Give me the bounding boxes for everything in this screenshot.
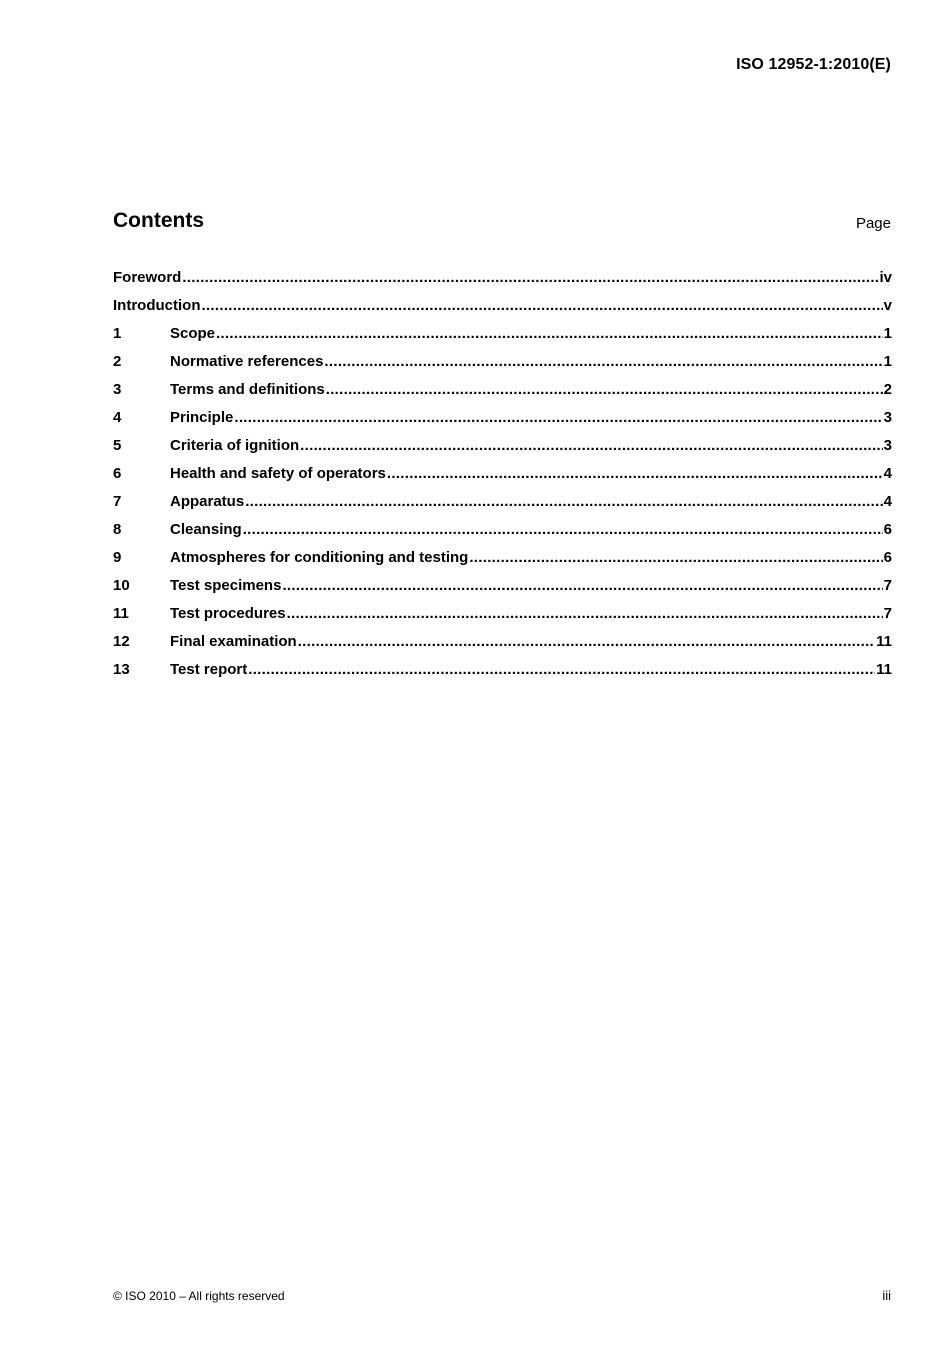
toc-entry-title: Scope [170,325,216,342]
toc-entry-title: Cleansing [170,521,242,538]
toc-entry-page: 2 [883,381,892,398]
toc-entry-5[interactable] [113,432,892,460]
toc-entry-title: Criteria of ignition [170,437,300,454]
toc-entry-title: Atmospheres for conditioning and testing [170,549,469,566]
toc-entry-page: 11 [876,633,892,650]
dot-leader [243,516,883,544]
toc-entry-title: Test specimens [170,577,282,594]
toc-entry-1[interactable] [113,320,892,348]
toc-entry-page: 4 [883,465,892,482]
toc-entry-number: 6 [113,465,122,482]
toc-entry-number: 13 [113,661,130,678]
toc-entry-number: 7 [113,493,122,510]
dot-leader [248,656,875,684]
toc-entry-number: 10 [113,577,130,594]
copyright-notice: © ISO 2010 – All rights reserved [113,1289,285,1303]
toc-entry-foreword[interactable] [113,264,892,292]
toc-entry-title: Test procedures [170,605,286,622]
toc-entry-11[interactable] [113,600,892,628]
contents-heading: Contents [113,209,204,232]
dot-leader [216,320,883,348]
toc-entry-page: 7 [883,605,892,622]
toc-entry-number: 5 [113,437,122,454]
toc-entry-page: v [883,297,892,314]
toc-entry-8[interactable] [113,516,892,544]
page-number: iii [882,1288,891,1303]
toc-entry-3[interactable] [113,376,892,404]
toc-entry-title: Health and safety of operators [170,465,386,482]
toc-entry-page: 1 [883,325,892,342]
toc-entry-page: 6 [883,549,892,566]
toc-entry-number: 1 [113,325,122,342]
toc-entry-page: 6 [883,521,892,538]
document-id: ISO 12952-1:2010(E) [736,56,891,73]
toc-entry-number: 8 [113,521,122,538]
toc-entry-number: 11 [113,605,129,622]
toc-entry-number: 2 [113,353,122,370]
toc-entry-6[interactable] [113,460,892,488]
toc-entry-page: 11 [876,661,892,678]
toc-entry-page: 4 [883,493,892,510]
dot-leader [182,264,878,292]
dot-leader [298,628,875,656]
toc-entry-title: Apparatus [170,493,245,510]
dot-leader [387,460,883,488]
toc-entry-number: 4 [113,409,122,426]
page-column-label: Page [855,215,891,232]
dot-leader [300,432,882,460]
toc-entry-page: iv [879,269,892,286]
dot-leader [201,292,882,320]
toc-entry-page: 3 [883,437,892,454]
dot-leader [287,600,883,628]
toc-entry-title: Terms and definitions [170,381,325,398]
toc-entry-page: 1 [883,353,892,370]
toc-entry-10[interactable] [113,572,892,600]
dot-leader [234,404,882,432]
dot-leader [245,488,882,516]
table-of-contents [113,264,892,684]
toc-entry-number: 12 [113,633,130,650]
toc-entry-number: 9 [113,549,122,566]
toc-entry-title: Test report [170,661,248,678]
toc-entry-introduction[interactable] [113,292,892,320]
toc-entry-number: 3 [113,381,122,398]
toc-entry-title: Normative references [170,353,324,370]
toc-entry-7[interactable] [113,488,892,516]
toc-entry-title: Foreword [113,269,182,286]
dot-leader [282,572,882,600]
toc-entry-12[interactable] [113,628,892,656]
toc-entry-page: 7 [883,577,892,594]
dot-leader [324,348,882,376]
toc-entry-title: Introduction [113,297,201,314]
toc-entry-4[interactable] [113,404,892,432]
toc-entry-2[interactable] [113,348,892,376]
dot-leader [326,376,883,404]
toc-entry-title: Final examination [170,633,297,650]
dot-leader [469,544,882,572]
toc-entry-title: Principle [170,409,234,426]
toc-entry-page: 3 [883,409,892,426]
toc-entry-9[interactable] [113,544,892,572]
toc-entry-13[interactable] [113,656,892,684]
